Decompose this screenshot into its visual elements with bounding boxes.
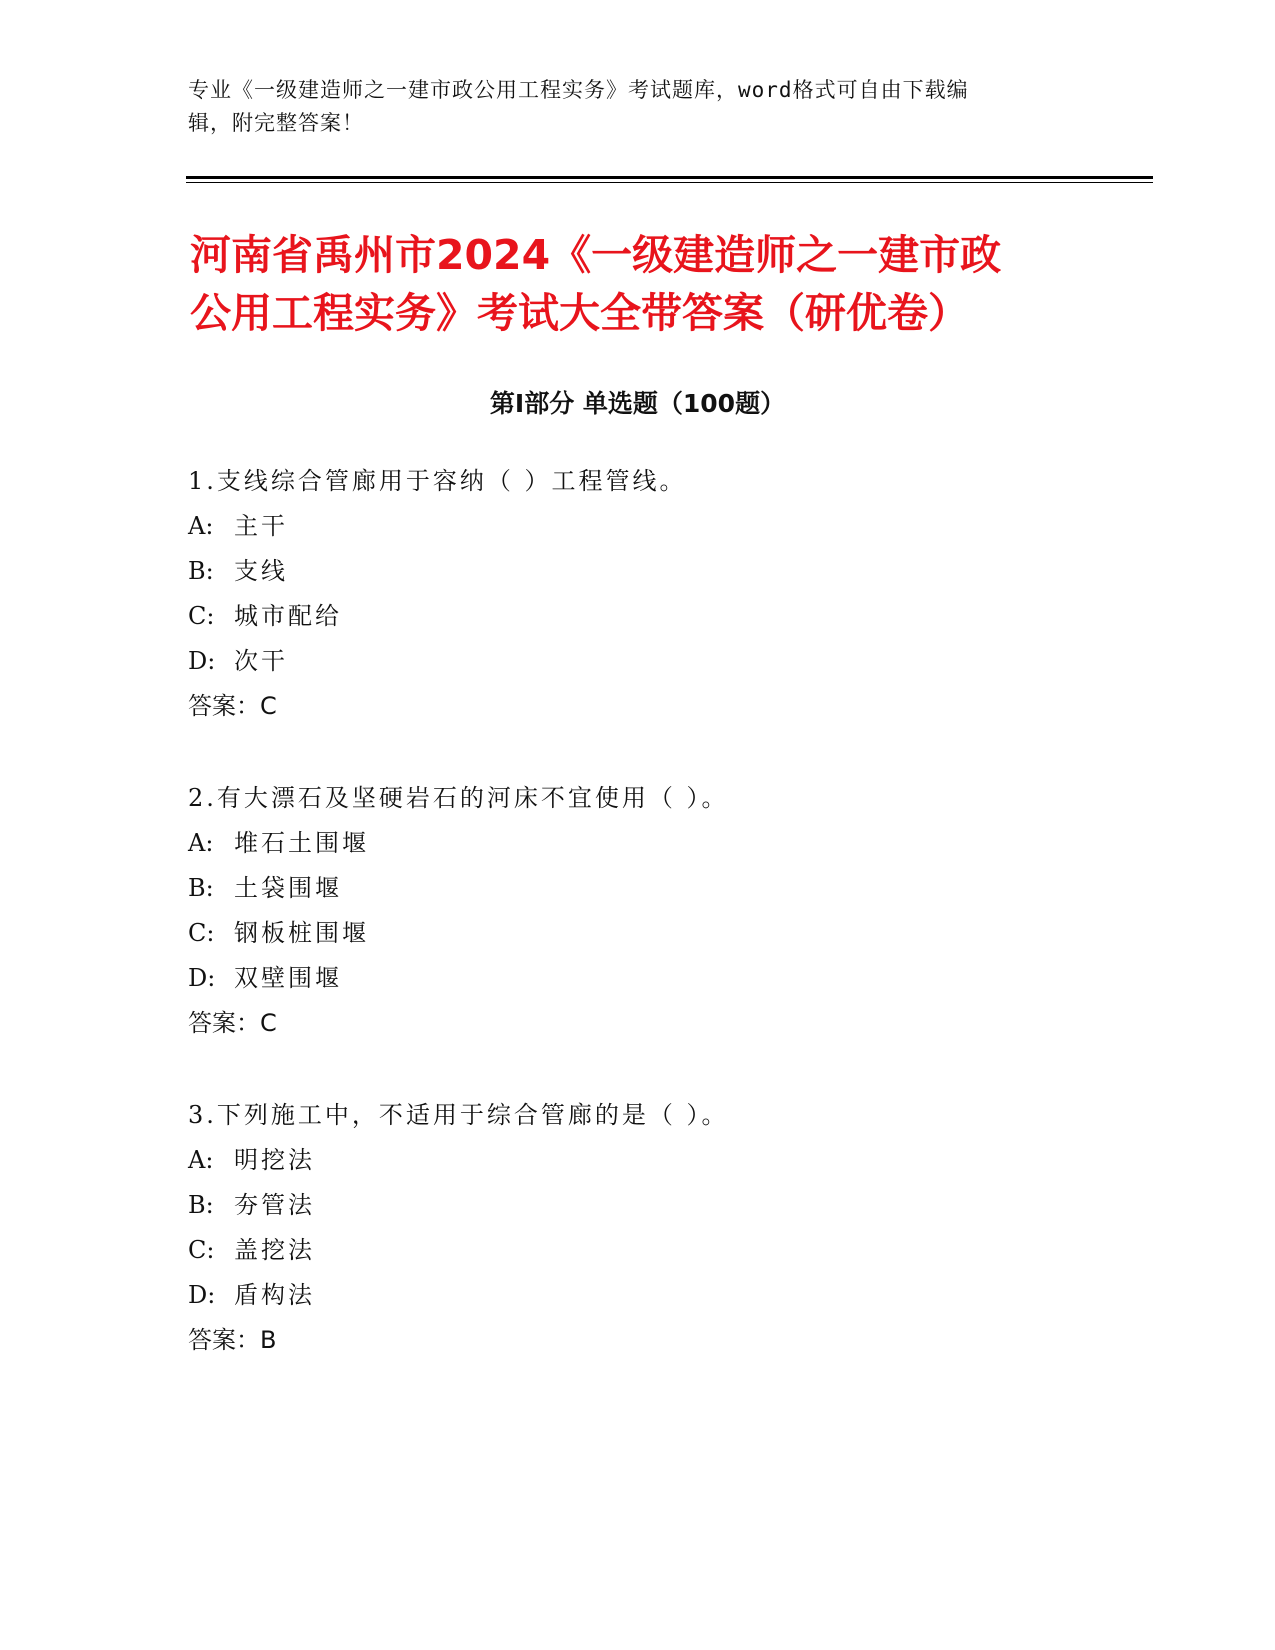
document-title xyxy=(190,226,1120,342)
option-key: B: xyxy=(188,557,214,585)
option-key: B: xyxy=(188,874,214,902)
option-text: 主干 xyxy=(234,512,288,540)
document-title-line-1: 河南省禹州市2024《一级建造师之一建市政 xyxy=(190,231,1002,279)
option-d xyxy=(188,1279,1088,1324)
option-a xyxy=(188,827,1088,872)
option-key: B: xyxy=(188,1191,214,1219)
option-key: C: xyxy=(188,919,215,947)
header-divider-thin xyxy=(186,182,1153,183)
option-key: D: xyxy=(188,647,216,675)
option-key: D: xyxy=(188,1281,216,1309)
option-text: 钢板桩围堰 xyxy=(234,919,369,947)
question-1 xyxy=(188,465,1088,735)
header-divider xyxy=(186,176,1153,179)
question-stem: 3.下列施工中，不适用于综合管廊的是（ ）。 xyxy=(188,1101,729,1129)
option-b xyxy=(188,555,1088,600)
header-note-line-2: 辑，附完整答案！ xyxy=(188,111,364,135)
option-key: A: xyxy=(188,512,214,540)
header-note xyxy=(188,74,1068,140)
option-text: 支线 xyxy=(234,557,288,585)
option-b xyxy=(188,872,1088,917)
option-key: C: xyxy=(188,1236,215,1264)
question-stem: 1.支线综合管廊用于容纳（ ）工程管线。 xyxy=(188,467,687,495)
option-text: 夯管法 xyxy=(234,1191,315,1219)
option-text: 盖挖法 xyxy=(234,1236,315,1264)
option-text: 土袋围堰 xyxy=(234,874,342,902)
question-3 xyxy=(188,1099,1088,1369)
question-stem: 2.有大漂石及坚硬岩石的河床不宜使用（ ）。 xyxy=(188,784,729,812)
option-c xyxy=(188,917,1088,962)
option-key: A: xyxy=(188,1146,214,1174)
option-key: A: xyxy=(188,829,214,857)
header-note-line-1: 专业《一级建造师之一建市政公用工程实务》考试题库，word格式可自由下载编 xyxy=(188,78,969,102)
section-heading: 第Ⅰ部分 单选题（100题） xyxy=(489,389,786,418)
option-text: 盾构法 xyxy=(234,1281,315,1309)
option-text: 明挖法 xyxy=(234,1146,315,1174)
option-key: C: xyxy=(188,602,215,630)
option-text: 堆石土围堰 xyxy=(234,829,369,857)
option-c xyxy=(188,1234,1088,1279)
option-d xyxy=(188,645,1088,690)
option-key: D: xyxy=(188,964,216,992)
option-text: 双壁围堰 xyxy=(234,964,342,992)
document-title-line-2: 公用工程实务》考试大全带答案（研优卷） xyxy=(190,289,969,337)
option-text: 次干 xyxy=(234,647,288,675)
option-a xyxy=(188,510,1088,555)
option-a xyxy=(188,1144,1088,1189)
option-d xyxy=(188,962,1088,1007)
option-b xyxy=(188,1189,1088,1234)
answer: 答案：C xyxy=(188,1009,277,1037)
option-text: 城市配给 xyxy=(234,602,342,630)
option-c xyxy=(188,600,1088,645)
question-2 xyxy=(188,782,1088,1052)
answer: 答案：C xyxy=(188,692,277,720)
answer: 答案：B xyxy=(188,1326,277,1354)
